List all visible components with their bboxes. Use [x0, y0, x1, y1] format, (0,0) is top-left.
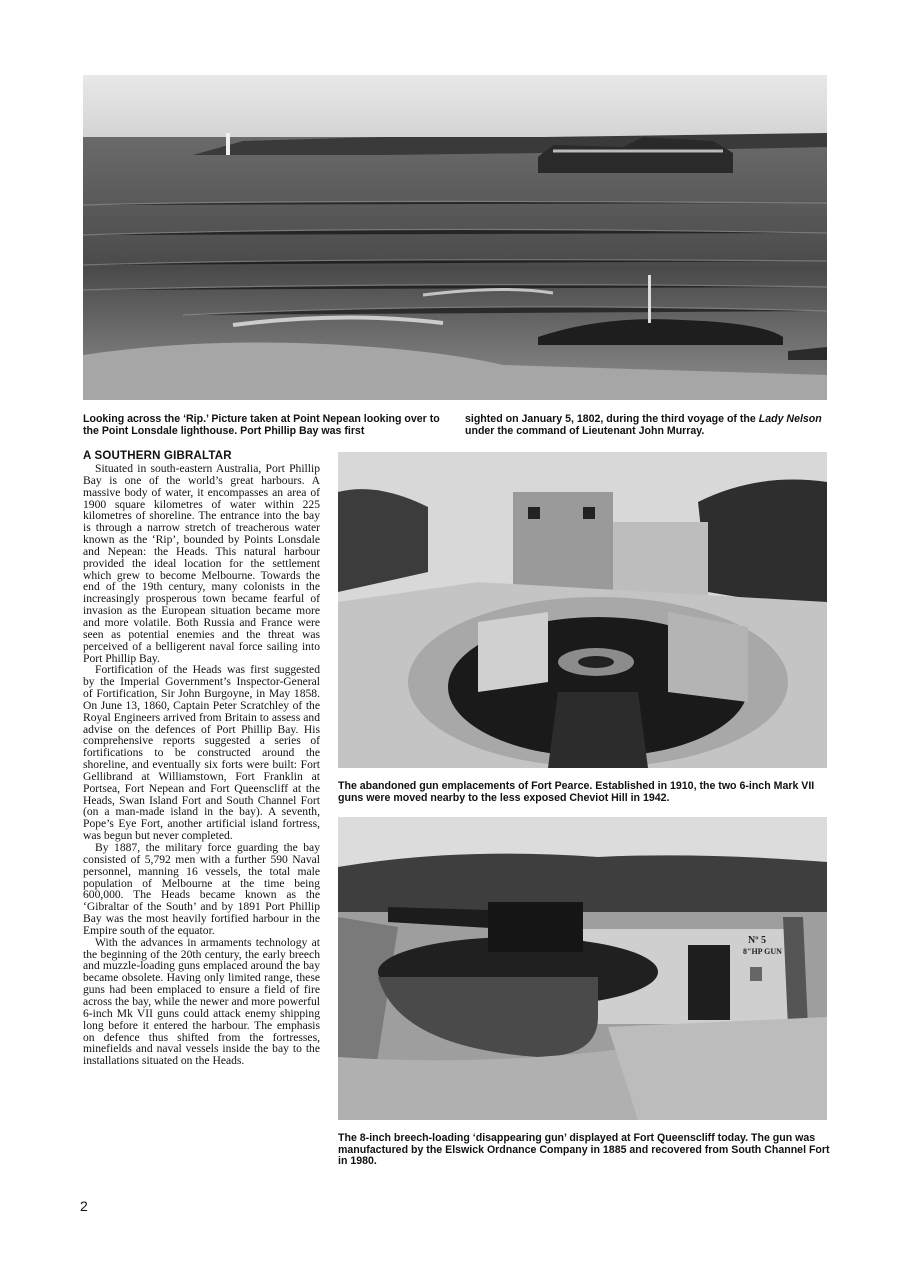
article-body	[83, 463, 320, 1067]
ship-name: Lady Nelson	[758, 413, 822, 425]
fort-queenscliff-photo	[338, 817, 827, 1120]
fort-pearce-photo	[338, 452, 827, 768]
fort-pearce-caption: The abandoned gun emplacements of Fort Pearce. Established in 1910, the two 6-inch Mark VII guns were moved nearby to the less exposed Cheviot Hill in 1942.	[338, 780, 815, 804]
article-paragraph: Situated in south-eastern Australia, Port Phillip Bay is one of the world’s great harbours. A massive body of water, it encompasses an area of 1900 square kilometres of water within 225 kilometres of shoreline. The entrance into the bay is through a narrow stretch of treacherous water known as the ‘Rip’, bounded by Points Lonsdale and Nepean: the Heads. This natural harbour provided the ideal location for the settlement which grew to become Melbourne. Towards the end of the 19th century, many colonists in the increasingly prosperous town became fearful of invasion as the European situation became more and more volatile. Both Russia and France were seen as potential enemies and the threat was perceived of a belligerent naval force sailing into Port Phillip Bay.	[83, 462, 320, 665]
seascape-caption-left: Looking across the ‘Rip.’ Picture taken at Point Nepean looking over to the Point Lonsdale lighthouse. Port Phillip Bay was first	[83, 413, 440, 437]
disappearing-gun-photo-icon	[338, 817, 827, 1120]
caption-text: under the command of Lieutenant John Murray.	[465, 424, 705, 437]
article-heading: A SOUTHERN GIBRALTAR	[83, 450, 232, 462]
gun-sign-label: 8"HP GUN	[743, 947, 782, 956]
article-paragraph: Fortification of the Heads was first suggested by the Imperial Government’s Inspector-General of Fortification, Sir John Burgoyne, in May 1858. On June 13, 1860, Captain Peter Scratchley of the Royal Engineers arrived from Britain to assess and advise on the defences of Port Phillip Bay. His comprehensive reports suggested a series of fortifications to be constructed around the shoreline, and eventually six forts were built: Fort Gellibrand at Williamstown, Fort Franklin at Portsea, Fort Nepean and Fort Queenscliff at the Heads, Swan Island Fort and South Channel Fort (on a man-made island in the bay). A seventh, Pope’s Eye Fort, another artificial island fortress, was begun but never completed.	[83, 663, 320, 843]
seascape-photo	[83, 75, 827, 400]
fort-queenscliff-caption: The 8-inch breech-loading ‘disappearing gun’ displayed at Fort Queenscliff today. The gun was manufactured by the Elswick Ordnance Company in 1885 and recovered from South Channel Fort in 1980.	[338, 1132, 830, 1168]
gun-sign-number: Nº 5	[748, 935, 767, 946]
article-paragraph: By 1887, the military force guarding the bay consisted of 5,792 men with a further 590 Naval personnel, manning 16 vessels, the total male population of Melbourne at the time being 600,000. The Heads became known as the ‘Gibraltar of the South’ and by 1891 Port Phillip Bay was the most heavily fortified harbour in the Empire south of the equator.	[83, 841, 320, 937]
seascape-caption-right	[465, 414, 833, 437]
article-paragraph: With the advances in armaments technology at the beginning of the 20th century, the early breech and muzzle-loading guns emplaced around the bay became obsolete. Having only limited range, these guns had been emplaced to ensure a field of fire across the bay, while the newer and more powerful 6-inch Mk VII guns could attack enemy shipping long before it entered the harbour. The emphasis on defence thus shifted from the fortresses, minefields and naval vessels inside the bay to the installations situated on the Heads.	[83, 935, 320, 1068]
page-number: 2	[80, 1198, 88, 1214]
seascape-photo-icon	[83, 75, 827, 400]
gun-emplacement-photo-icon	[338, 452, 827, 768]
caption-text: sighted on January 5, 1802, during the third voyage of the	[465, 413, 759, 425]
